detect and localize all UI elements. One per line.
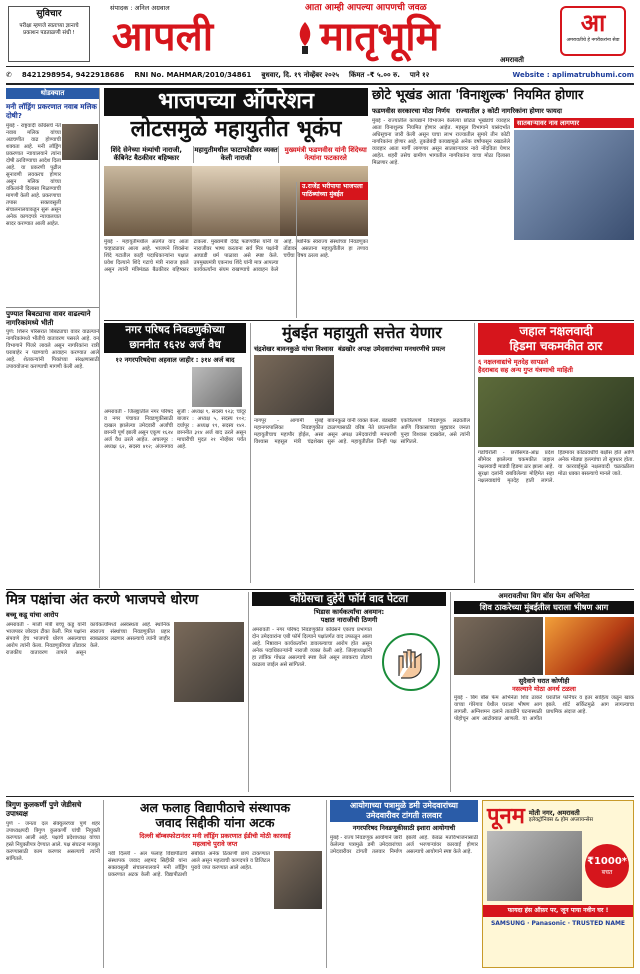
kadu-sub: बच्चू कडू यांचा आरोप [6,611,59,619]
website-link[interactable]: Website : aplimatrubhumi.com [512,70,634,79]
plot-box-title: सातबाऱ्यावर नाव लागणार [514,118,634,128]
brief-story1-title: मनी लॉड्रिंग प्रकरणात नवाब मलिक दोषी? [6,101,97,120]
alfalah-text: नवी दिल्ली - अल फलाह विद्यापीठाचे संस्थापक जवाद अहमद सिद्दीकी यांना सक्तवसुली संचालनालयाने मनी लाँड्रिंग प्रकरणात अटक केली आहे. विद्यापीठाशी संबंधित अनेक ठिकाणी छापे टाकण्यात आले असून महत्वाची कागदपत्रे व डिजिटल पुरावे जप्त करण्यात आले आहेत. [108,851,270,878]
kadu-text: अमरावती - माजी मंत्री बच्चू कडू यांनी भाजपवर जोरदार टीका केली. मित्र पक्षांना संपवणे हेच भाजपचे धोरण असल्याचा आरोप त्यांनी केला. निवडणुकीच्या तोंडावर राजकीय वातावरण तापले असून कार्यकर्त्यांमध्ये अस्वस्थता आहे. स्थानिक स्वराज्य संस्थांच्या निवडणुकीत प्रहार स्वबळावर लढणार असल्याचे त्यांनी जाहीर केले. [6,622,170,657]
brief-story1-text: मुंबई - राष्ट्रवादी काँग्रेसचे नेते नवाब मलिक यांच्या अडचणीत वाढ होण्याची शक्यता आहे. मनी लॉड्रिंग प्रकरणात न्यायालयाने त्यांना दोषी ठरविण्याचा आदेश दिला आहे. या प्रकरणी पुढील सुनावणी लवकरच होणार असून मलिक यांच्या वकिलांनी दिलासा मिळण्याची मागणी केली आहे. प्रकरणाचा तपास सक्तवसुली संचालनालयाकडून सुरू असून अनेक कागदपत्रे न्यायालयात सादर करण्यात आली आहेत. [6,122,61,227]
right-top-story [372,88,634,318]
top-sub-2: महायुतीमधील फाटाफोडीवर व्यक्त केली नाराजी [194,146,278,163]
nagar-story [104,323,246,583]
alfalah-headline-2: जवाद सिद्दीकी यांना अटक [155,815,275,830]
mumbai-story [250,323,470,583]
alfalah-headline-1: अल फलाह विद्यापीठाचे संस्थापक [139,800,291,815]
left-column [6,88,100,588]
plot-text: मुंबई - राज्यातील कायद्याने विभाजन केलेल्या छोट्या भूखंडांचे व्यवहार आता विनाशुल्क नियमित होणार आहेत. महसूल विभागाने यासंदर्भात अधिसूचना जारी केली असून याचा लाभ राज्यातील सुमारे तीन कोटी नागरिकांना होणार आहे. तुकडेबंदी कायद्यामुळे अनेक वर्षांपासून रखडलेले व्यवहार आता मार्गी लागणार असून सातबाऱ्यावर नावे नोंदविता येणार आहेत. शहरी तसेच ग्रामीण भागातील नागरिकांना याचा मोठा दिलासा मिळणार आहे. [372,118,510,167]
section-rule-2 [6,589,634,590]
brief-story2-title: पुण्यात बिबट्याचा वावर वाढल्याने नागरिकांमध्ये भीती [6,307,99,328]
naxal-headline-1: जहाल नक्षलवादी [519,324,593,338]
page-count: पाने १२ [409,70,430,79]
masthead-title-right: मातृभूमि [320,13,440,60]
shiv-thakre-photo [454,617,543,675]
brief-head: थोडक्यात [6,88,99,99]
thakre-text: मुंबई - बिग बॉस फेम अभिनेता शिव ठाकरे याच्या गोरेगाव येथील घराला भीषण आग लागली. अग्निशमन दलाने तातडीने घटनास्थळी पोहोचून आग आटोक्यात आणली. या आगीत घरातील फर्निचर व इतर साहित्य जळून खाक झाले. शॉर्ट सर्किटमुळे आग लागल्याचा प्राथमिक अंदाज आहे. [454,694,634,722]
kadu-headline: मित्र पक्षांचा अंत करणे भाजपचे धोरण [6,592,199,608]
tagline: आता आम्ही आपल्या आपणची जवळ [305,3,427,13]
brand-logo-label: अमरावतीचे हे नगरीकरांना सेवा [566,38,620,43]
thakre-story [450,592,634,792]
commission-story [326,800,478,968]
editor-line: संपादक : अनिल अग्रवाल [110,4,170,12]
top-headline-1: भाजपच्या ऑपरेशन [104,88,368,116]
ad-brands: SAMSUNG · Panasonic · TRUSTED NAME [490,919,626,927]
ad-brand: पूनम [487,803,525,829]
commission-headline-1: आयोगाच्या पत्रामुळे डमी उमेदवारांच्या [350,801,458,810]
bacchu-kadu-photo [174,622,244,702]
lamp-icon [292,20,318,56]
plot-sub-1: फडणवीस सरकारचा मोठा निर्णय [372,107,450,115]
mumbai-headline: मुंबईत महायुती सत्तेत येणार [282,323,442,342]
brand-logo: आ अमरावतीचे हे नगरीकरांना सेवा [560,6,626,56]
suvichar-text: परीक्षा म्हणजे स्वतःच्या ज्ञानाचे प्रकाशन पडताळणी संधी ! [19,23,79,37]
side-box-title: उ.राजेंद्र भरीपाया भाजपला पाठिंब्यांच्या मुंबईत [300,182,368,200]
plot-headline: छोटे भूखंड आता 'विनाशुल्क' नियमित होणार [372,88,584,103]
mantralaya-photo [514,130,634,240]
ad-appliance-photo [487,831,582,901]
mumbai-text: नागपूर - आगामी मुंबई महानगरपालिका निवडणुकीत महायुतीचाच महापौर होईल, असा विश्वास महसूल मंत्री चंद्रशेखर बावनकुळे यांनी व्यक्त केला. बंडखोरी टाळण्यासाठी वरिष्ठ नेते प्रयत्नशील असून अपक्ष उमेदवारांची मनधरणी सुरू आहे. महायुतीतील तिन्ही पक्ष एकत्रितपणे निवडणूक लढवतील आणि विकासाच्या मुद्द्यावर जनता पुन्हा विश्वास दाखवेल, असे त्यांनी सांगितले. [254,418,470,446]
hidma-photo [478,377,634,447]
alfalah-sub-1: दिल्ली बॉम्बस्फोटानंतर मनी लाँड्रिंग प्रकरणात ईडीची मोठी कारवाई [139,832,291,840]
info-bar [6,68,634,82]
top-sub-1: शिंदे सेनेच्या मंत्र्यांची नाराजी, कॅबिनेट बैठकीवर बहिष्कार [110,146,182,163]
nagar-headline-2: छाननीत १६२४ अर्ज वैध [104,338,246,353]
congress-sub-2: पक्षात नाराजीची ठिणगी [320,616,378,625]
mumbai-sub-left: चंद्रशेखर बावनकुळे यांचा विश्वास [254,345,334,353]
side-box [296,182,368,318]
ad-subtitle: इलेक्ट्रॉनिक्स & होम अप्लायन्सेस [528,816,594,823]
naxal-sub-2: हैदराबाद सह अन्य गुप्त यंत्रणाची माहिती [478,366,573,375]
kadu-story [6,592,244,792]
top-story-text: मुंबई - महायुतीमधील अंतर्गत वाद आता चव्हाट्यावर आला आहे. भाजपने शिवसेना शिंदे गटातील काही पदाधिकाऱ्यांना पक्षात प्रवेश दिल्याने शिंदे गटाचे मंत्री नाराज झाले असून त्यांनी मंत्रिमंडळ बैठकीवर बहिष्कार टाकला. मुख्यमंत्री देवेंद्र फडणवीस यांनी या नाराजीवर भाष्य करताना सर्व मित्र पक्षांनी आघाडी धर्म पाळावा असे स्पष्ट केले. उपमुख्यमंत्री एकनाथ शिंदे यांनी मात्र आपल्या कार्यकर्त्यांना संयम राखण्याचे आवाहन केले आहे. स्थानिक स्वराज्य संस्थांच्या निवडणुका तोंडावर असताना महायुतीतील हा तणाव चर्चेचा विषय ठरला आहे. [104,238,368,273]
top-headline-2: लोटसमुळे महायुतीत भूकंप [130,117,342,142]
congress-hand-icon [376,627,446,697]
rni-number: RNI No. MAHMAR/2010/34861 [134,70,252,79]
ad-offer: ₹1000* [586,856,628,867]
top-sub-3: मुख्यमंत्री फडणवीस यांनी शिंदेच्या नेत्यांना फटकारले [284,146,367,163]
masthead-city: अमरावती [500,56,524,64]
masthead-rule-bottom [6,83,634,85]
thakre-caption-2: नसल्याने मोठा अनर्थ टळला [512,684,576,693]
suvichar-title: सुविचार [36,9,62,19]
nagar-headline-1: नगर परिषद निवडणुकीच्या [104,323,246,338]
congress-text: अमरावती - नगर परिषद निवडणुकीत काँग्रेसने एकाच प्रभागात दोन उमेदवारांना एबी फॉर्म दिल्याने पक्षांतर्गत वाद उफाळून आला आहे. निष्ठावान कार्यकर्त्यांना डावलल्याचा आरोप होत असून अनेक पदाधिकाऱ्यांनी नाराजी व्यक्त केली आहे. जिल्हाध्यक्षांनी हा तांत्रिक गोंधळ असल्याचे स्पष्ट केले असून लवकरच तोडगा काढला जाईल असे सांगितले. [252,627,372,669]
masthead-title-left: आपली [112,13,214,60]
mumbai-sub-right: बंडखोर अपक्ष उमेदवारांच्या मनधरणीचे प्रयत्न [338,345,446,353]
congress-headline: काँग्रेसचा दुहेरी फॉर्म वाद पेटला [252,592,446,606]
commission-headline-2: उमेदवारीवर टांगती तलवार [366,811,442,820]
naxal-headline-2: हिडमा चकमकीत ठार [509,339,603,353]
ad-footer: फायदा हंस ऑफ़र पर, जून पाया नवीन घर ! [483,905,633,917]
ad-offer-note: बचत [601,868,613,876]
section-rule [104,320,634,321]
congress-story [248,592,446,792]
issue-date: बुधवार, दि. १९ नोव्हेंबर २०२५ [261,70,340,79]
thakre-kicker: अमरावतीचा विग बॉस फेम अभिनेता [498,592,590,600]
phone-numbers: 8421298954, 9422918686 [21,70,125,79]
ad-location: मोती नगर, अमरावती [528,808,580,817]
suvichar-box [8,6,90,62]
naxal-sub-1: ६ नक्षलवाद्यांचे मृतदेह सापडले [478,358,549,366]
kulkarni-story [6,800,104,968]
plot-sub-2: राज्यातील ३ कोटी नागरिकांना होणार फायदा [455,107,562,115]
voting-machine-photo [192,367,242,407]
alfalah-sub-2: महत्वाचे पुरावे जप्त [192,840,238,848]
kulkarni-headline: त्रिगुण कुलकर्णी पुणे जेडीसचे उपाध्यक्ष [6,800,82,818]
nagar-text: अमरावती - जिल्ह्यातील नगर परिषद व नगर पंचायत निवडणुकीसाठी दाखल झालेल्या उमेदवारी अर्जांची छाननी पूर्ण झाली असून एकूण १६२४ अर्ज वैध ठरले आहेत. अचलपूर : अध्यक्ष ६२, सदस्य ४१२; अंजनगाव सुर्जी : अध्यक्ष ९, सदस्य १२३; चांदूर बाजार : अध्यक्ष ५, सदस्य १०२; दर्यापूर : अध्यक्ष ११, सदस्य १४२. छाननीत ३१४ अर्ज बाद ठरले असून माघारीची मुदत २१ नोव्हेंबर पर्यंत आहे. [104,409,246,451]
poonam-ad[interactable] [482,800,634,968]
issue-price: किंमत -₹ ५.०० रु. [349,70,400,79]
commission-sub: नगरपरिषद निवडणूकीसाठी इशारा आयोगाची [352,824,456,832]
commission-text: मुंबई - राज्य निवडणूक आयोगाने जारी केलेल्या पत्रामुळे डमी उमेदवारांच्या उमेदवारीवर टांगती तलवार निर्माण झाली आहे. केवळ मतविभाजनासाठी अर्ज भरणाऱ्यांवर कारवाई होणार असल्याचे आयोगाने स्पष्ट केले आहे. [330,835,478,855]
congress-sub-1: भिडास कार्यकर्त्यांचा अवमान: [313,608,385,616]
naxal-story [474,323,634,583]
bawankule-photo [254,355,334,415]
phone-icon: ✆ [6,70,12,79]
ad-offer-badge [585,844,629,888]
naxal-text: गडचिरोली - छत्तीसगड-आंध्र प्रदेश सीमेवर झालेल्या चकमकीत जहाल नक्षलवादी माडवी हिडमा ठार झाला आहे. सुरक्षा दलांनी राबविलेल्या मोहिमेत सहा नक्षलवाद्यांचे मृतदेह हाती लागले. हिडमावर कोट्यवधींचे बक्षीस होते आणि अनेक मोठ्या हल्ल्यांचा तो सूत्रधार होता. या कारवाईमुळे नक्षलवादी चळवळीला मोठा धक्का बसल्याचे मानले जाते. [478,450,634,485]
nagar-sub: १२ नगरपरिषदेचा अहवाल जाहीर : ३१४ अर्ज बाद [115,356,235,364]
section-rule-3 [6,796,634,797]
masthead-rule [6,66,634,67]
nawab-malik-photo [62,124,98,160]
thakre-caption-1: सुदैवाने घरात कोणीही [518,676,570,685]
siddiqui-photo [274,851,322,909]
thakre-headline: शिव ठाकरेच्या मुंबईतील घराला भीषण आग [454,601,634,614]
kulkarni-text: पुणे - जनता दल सेक्युलरच्या पुणे शहर उपाध्यक्षपदी त्रिगुण कुलकर्णी यांची नियुक्ती करण्यात आली आहे. पक्षाचे प्रदेशाध्यक्ष यांच्या हस्ते नियुक्तीपत्र देण्यात आले. पक्ष संघटना मजबूत करण्यासाठी काम करणार असल्याचे त्यांनी सांगितले. [6,821,100,862]
brief-story2-text: पुणे: शिरूर परिसरात बिबट्याचा वावर वाढल्याने नागरिकांमध्ये भीतीचे वातावरण पसरले आहे. वन विभागाने पिंजरे लावले असून नागरिकांना रात्री घराबाहेर न पडण्याचे आवाहन करण्यात आले आहे. शेतकऱ्यांनी पिकांच्या संरक्षणासाठी उपाययोजना करण्याची मागणी केली आहे. [6,329,99,371]
alfalah-story [108,800,322,968]
fire-photo [545,617,634,675]
